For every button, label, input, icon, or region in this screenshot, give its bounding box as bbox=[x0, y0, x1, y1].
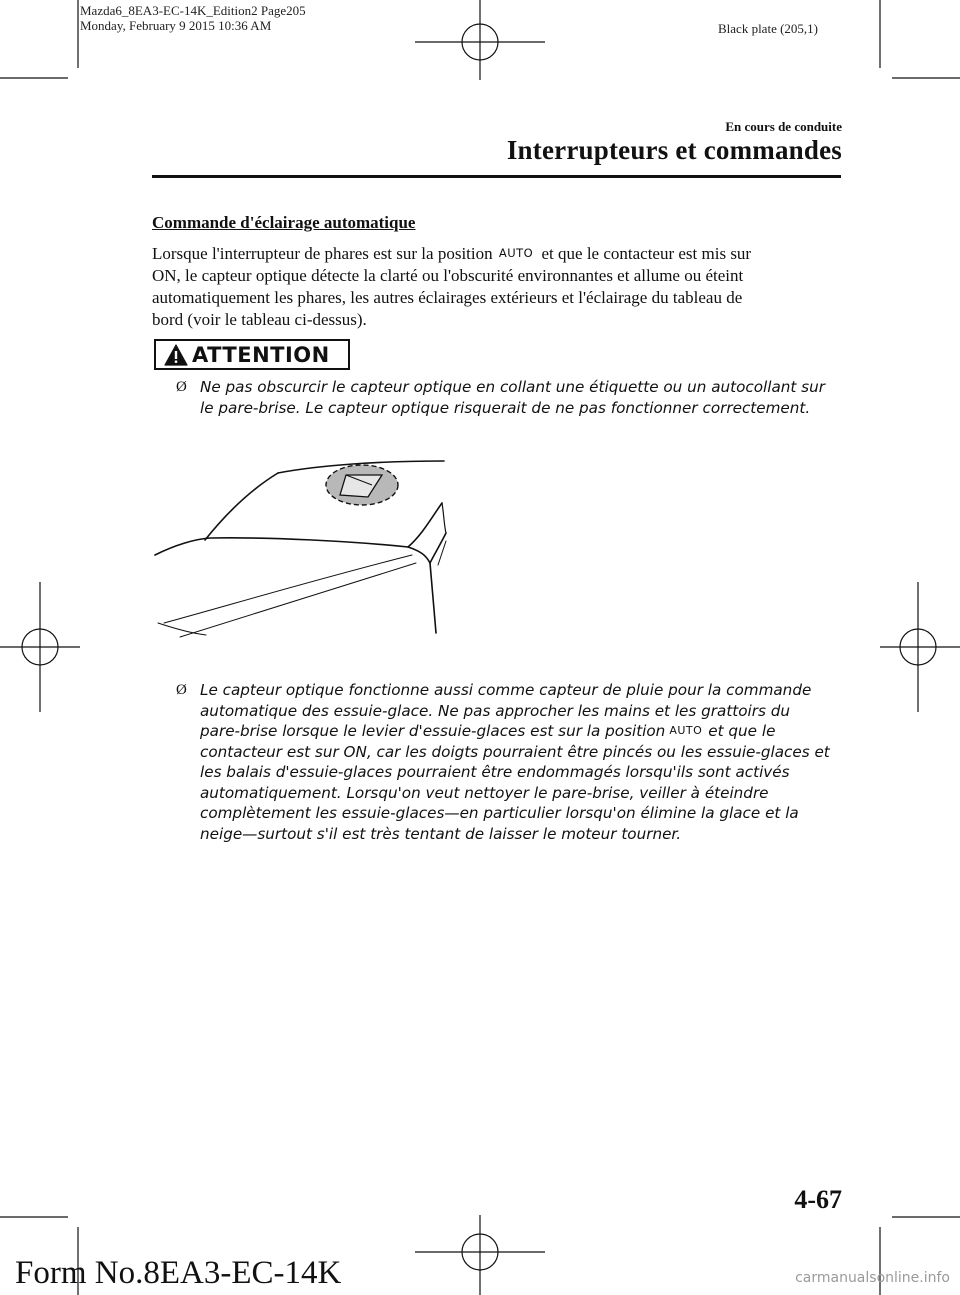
print-job-line: Mazda6_8EA3-EC-14K_Edition2 Page205 bbox=[80, 3, 306, 18]
paragraph-text: et que le contacteur est mis sur bbox=[541, 244, 752, 263]
paragraph-line: automatiquement les phares, les autres éclairages extérieurs et l'éclairage du tableau de bbox=[152, 288, 743, 307]
page-number: 4-67 bbox=[794, 1185, 842, 1214]
paragraph-text: Lorsque l'interrupteur de phares est sur la position bbox=[152, 244, 493, 263]
bullet-line: neige—surtout s'il est très tentant de laisser le moteur tourner. bbox=[200, 824, 682, 843]
print-date-line: Monday, February 9 2015 10:36 AM bbox=[80, 18, 272, 33]
auto-position-symbol: AUTO bbox=[498, 246, 534, 260]
plate-label: Black plate (205,1) bbox=[718, 21, 818, 36]
header-rule bbox=[152, 175, 841, 178]
bullet-line: Le capteur optique fonctionne aussi comme capteur de pluie pour la commande bbox=[200, 681, 812, 699]
bullet-line: complètement les essuie-glaces—en particulier lorsqu'on élimine la glace et la bbox=[200, 804, 799, 822]
watermark: carmanualsonline.info bbox=[795, 1270, 950, 1286]
bullet-line: automatique des essuie-glace. Ne pas approcher les mains et les grattoirs du bbox=[200, 701, 790, 720]
warning-bullet-2 bbox=[200, 680, 830, 844]
bullet-line bbox=[200, 721, 830, 742]
bullet-text: et que le bbox=[708, 722, 776, 740]
bullet-line: le pare-brise. Le capteur optique risquerait de ne pas fonctionner correctement. bbox=[200, 398, 811, 417]
bullet-text: pare-brise lorsque le levier d'essuie-glaces est sur la position bbox=[200, 722, 666, 740]
page-title: Interrupteurs et commandes bbox=[506, 135, 842, 165]
intro-paragraph bbox=[152, 242, 852, 331]
attention-label: ATTENTION bbox=[192, 343, 330, 367]
subheading: Commande d'éclairage automatique bbox=[152, 213, 416, 232]
paragraph-line: ON, le capteur optique détecte la clarté ou l'obscurité environnantes et allume ou éteint bbox=[152, 266, 744, 285]
bullet-line: Ne pas obscurcir le capteur optique en collant une étiquette ou un autocollant sur bbox=[200, 378, 825, 396]
bullet-arrow-icon: Ø bbox=[176, 682, 187, 698]
bullet-arrow-icon: Ø bbox=[176, 379, 187, 395]
warning-bullet-1 bbox=[200, 377, 825, 418]
paragraph-line: bord (voir le tableau ci-dessus). bbox=[152, 310, 367, 329]
section-name: En cours de conduite bbox=[725, 119, 842, 134]
paragraph-line bbox=[152, 242, 852, 265]
bullet-line: contacteur est sur ON, car les doigts pourraient être pincés ou les essuie-glaces et bbox=[200, 742, 830, 761]
form-number: Form No.8EA3-EC-14K bbox=[15, 1255, 342, 1291]
windshield-sensor-illustration bbox=[150, 455, 460, 645]
attention-box bbox=[154, 339, 350, 370]
bullet-line: automatiquement. Lorsqu'on veut nettoyer le pare-brise, veiller à éteindre bbox=[200, 783, 769, 802]
bullet-line: les balais d'essuie-glaces pourraient être endommagés lorsqu'ils sont activés bbox=[200, 763, 790, 781]
auto-position-symbol: AUTO bbox=[669, 724, 703, 737]
warning-icon bbox=[164, 344, 188, 366]
